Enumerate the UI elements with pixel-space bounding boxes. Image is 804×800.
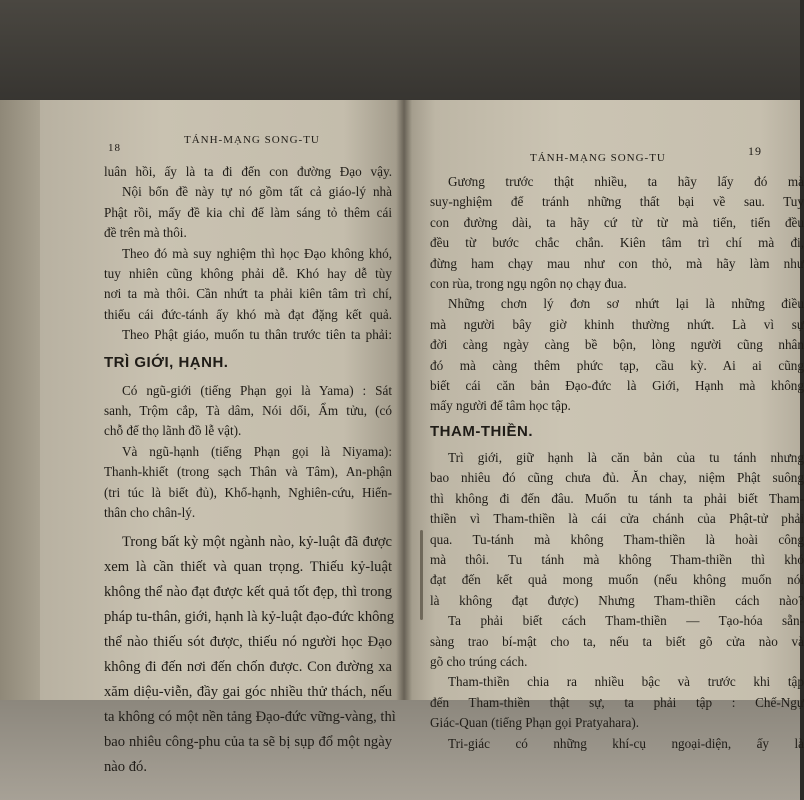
text-line: thiếu cái đức-tánh ấy khó mà đạt đặng kết quả. [104,306,392,322]
text-line: mà người bây giờ khinh thường nhứt. Là vì sự [430,316,804,332]
text-line: pháp tu-thân, giới, hạnh là kỷ-luật đạo-đức không [104,608,395,625]
text-line: sàng trao bí-mật cho ta, nếu ta biết gõ cửa nào và [430,633,804,649]
text-line: chỗ để thọ lãnh đồ lễ vật). [104,423,242,439]
text-line: là không đạt được) Nhưng Tham-thiền cách nào? [430,592,804,608]
text-line: đề trên mà thôi. [104,225,187,241]
text-line: xăm diệu-viễn, đầy gai góc nhiều thử thách, nếu [104,683,392,700]
text-line: thì không đi đến đâu. Muốn tu tánh ta phải biết Tham- [430,490,804,506]
text-line: Giác-Quan (tiếng Phạn gọi Pratyahara). [430,715,640,731]
open-book [0,100,804,775]
text-line: (tri túc là biết đủ), Khổ-hạnh, Nghiên-cứu, Hiến- [104,484,392,500]
text-line: Ta phải biết cách Tham-thiền — Tạo-hóa sẵn- [448,613,804,629]
text-line: con rùa, trong ngụ ngôn nọ chạy đua. [430,276,627,292]
text-line: xem là cần thiết và quan trọng. Thiếu kỷ-luật [104,558,392,575]
text-line: nơi ta mà thôi. Cần nhứt ta phải kiên tâm trì chí, [104,286,392,302]
right-page-header [430,144,800,162]
page-number: 18 [108,142,121,154]
text-line: Theo Phật giáo, muốn tu thân trước tiên ta phải: [122,327,392,343]
text-line: ta không có một nền tảng Đạo-đức vững-vàng, thì [104,708,396,725]
text-line: bao nhiêu công-phu của ta sẽ bị sụp đổ một ngày [104,733,392,750]
left-paragraphs-2 [104,381,390,524]
text-line: thể nào thiếu sót được, thiếu nó người học Đạo [104,633,392,650]
running-head: TÁNH-MẠNG SONG-TU [530,152,666,164]
text-line: Và ngũ-hạnh (tiếng Phạn gọi là Niyama): [122,443,392,459]
text-line: Nội bổn đề này tự nó gồm tất cả giáo-lý nhà [122,184,392,200]
text-line: sanh, Trộm cắp, Tà dâm, Nói dối, Ẩm tửu, (có [104,403,392,419]
right-paragraphs-2 [430,448,804,754]
text-line: Trì giới, giữ hạnh là căn bản của tu tánh nhưng [448,449,804,465]
section-heading: TRÌ GIỚI, HẠNH. [104,353,229,371]
text-line: nào đó. [104,758,147,775]
text-line: suy-nghiệm để tránh những thất bại về sau. Tuy [430,194,804,210]
text-line: bao nhiêu đó cũng chưa đủ. Ăn chay, niệm Phật suông [430,470,804,486]
page-number: 19 [748,144,762,158]
text-line: Thanh-khiết (trong sạch Thân và Tâm), An-phận [104,464,392,480]
text-line: đời càng ngày càng bề bộn, lòng người cũng nhân [430,337,804,353]
running-head: TÁNH-MẠNG SONG-TU [184,134,320,146]
text-line: Theo đó mà suy nghiệm thì học Đạo không khó, [122,245,392,261]
text-line: gõ cho trúng cách. [430,653,528,669]
page-crease [420,530,423,620]
text-line: đều từ bước chắc chắn. Kiên tâm trì chí mà đi, [430,235,804,251]
text-line: con đường dài, ta hãy cứ từ từ mà tiến, tiến đều [430,214,804,230]
text-line: biết cái căn bản Đạo-đức là Giới, Hạnh mà không [430,378,804,394]
text-line: thân cho chân-lý. [104,505,196,521]
left-page [0,100,404,775]
right-paragraphs-1 [430,172,804,417]
text-line: đó mà càng thêm phức tạp, cầu kỳ. Ai ai cũng [430,357,804,373]
text-line: đến Tham-thiền thật sự, ta phải tập : Chế-Ngự [430,694,804,710]
text-line: luân hồi, ấy là ta đi đến con đường Đạo vậy. [104,164,392,179]
right-page [404,100,804,751]
text-line: Tham-thiền chia ra nhiều bậc và trước khi tập [448,674,804,690]
text-line: Những chơn lý đơn sơ nhứt lại là những điều [448,296,804,312]
text-line: tuy nhiên cũng không phải dễ. Khó hay dễ tùy [104,266,392,282]
left-paragraphs-3 [104,530,396,780]
text-line: qua. Tu-tánh mà không Tham-thiền là hoài công [430,531,804,547]
text-line: mấy người để tâm học tập. [430,398,571,414]
section-heading: THAM-THIỀN. [430,422,533,440]
text-line: đạt đến kết quả mong muốn (nếu không muốn nói [430,572,804,588]
text-line: không đi đến nơi đến chốn được. Con đường xa [104,658,392,675]
book-gutter [396,100,412,700]
left-paragraphs-1 [104,162,390,346]
text-line: đừng ham chạy mau như con thỏ, mà hãy làm như [430,255,804,271]
text-line: Có ngũ-giới (tiếng Phạn gọi là Yama) : Sát [122,382,392,398]
text-line: Trong bất kỳ một ngành nào, kỷ-luật đã được [122,533,392,550]
text-line: thiền vì Tham-thiền là cái cửa chánh của Phật-tử phải [430,511,804,527]
text-line: không thể nào đạt được kết quả tốt đẹp, thì trong [104,583,392,600]
text-line: Gương trước thật nhiều, ta hãy lấy đó mà [448,174,804,189]
text-line: Phật rồi, mấy đề kia chỉ để làm sáng tỏ thêm cái [104,204,392,220]
text-line: Tri-giác có những khí-cụ ngoại-diện, ấy là [448,735,804,751]
text-line: mà thôi. Tu tánh mà không Tham-thiền thì khó [430,551,804,567]
page-edge [0,100,40,700]
left-page-header [104,134,390,152]
